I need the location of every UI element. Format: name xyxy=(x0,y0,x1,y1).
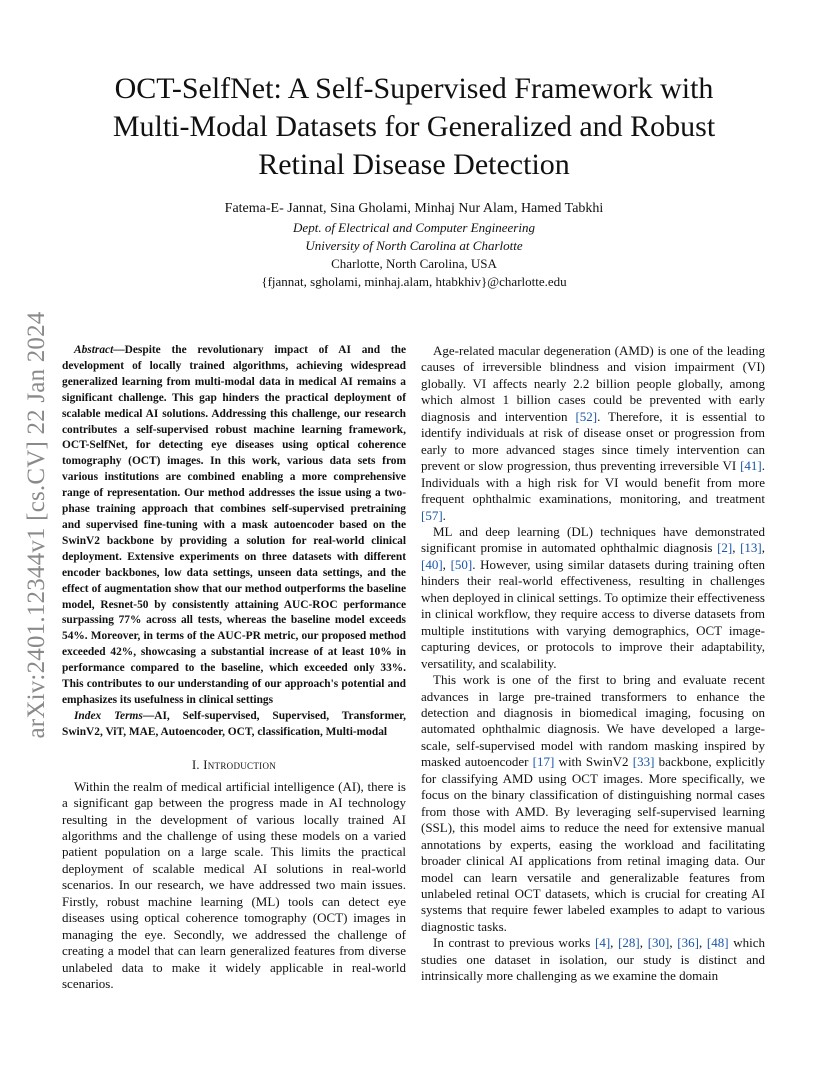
section-heading xyxy=(62,758,406,773)
citation-link[interactable]: [28] xyxy=(618,935,640,951)
title-line-1: OCT-SelfNet: A Self-Supervised Framework with xyxy=(114,72,714,105)
citation-link[interactable]: [30] xyxy=(647,935,670,951)
citation-link[interactable]: [40] xyxy=(421,556,443,572)
citation-link[interactable]: [17] xyxy=(532,754,555,770)
citation-link[interactable]: [33] xyxy=(632,754,655,770)
citation-link[interactable]: [13] xyxy=(740,540,762,556)
abstract: Abstract—Despite the revolutionary impact of AI and the development of locally trained algorithms, achieving widespread generalized learning from multi-modal data in medical AI remains a significant challenge. This gap hinders the practical deployment of scalable medical AI solutions. Addressing this challenge, our research contributes a self-supervised robust machine learning framework, OCT-SelfNet, for detecting eye diseases using optical coherence tomography (OCT) images. In this work, various data sets from various institutions are combined enabling a more comprehensive range of representation. Our method addresses the issue using a two-phase training approach that combines self-supervised pretraining and supervised fine-tuning with a mask autoencoder based on the SwinV2 backbone by providing a solution for real-world clinical deployment. Extensive experiments on three datasets with different encoder backbones, low data settings, unseen data settings, and the effect of augmentation show that our method outperforms the baseline model, Resnet-50 by consistently attaining AUC-ROC performance surpassing 77% across all tests, whereas the baseline model exceeds 54%. Moreover, in terms of the AUC-PR metric, our proposed method exceeded 42%, showcasing a substantial increase of at least 10% in performance compared to the baseline, which exceeded only 33%. This contributes to our understanding of our approach's potential and emphasizes its usefulness in clinical settings xyxy=(62,344,406,706)
abstract-text: Despite the revolutionary impact of AI and the development of locally trained algorithms, achieving widespread generalized learning from multi-modal data in medical AI remains a significant challenge. This gap hinders the practical deployment of scalable medical AI solutions. Addressing this challenge, our research contributes a self-supervised robust machine learning framework, OCT-SelfNet, for detecting eye diseases using optical coherence tomography (OCT) images. In this work, various data sets from various institutions are combined enabling a more comprehensive range of representation. Our method addresses the issue using a two-phase training approach that combines self-supervised pretraining and supervised fine-tuning with a mask autoencoder based on the SwinV2 backbone by providing a solution for real-world clinical deployment. Extensive experiments on three datasets with different encoder backbones, low data settings, unseen data settings, and the effect of augmentation show that our method outperforms the baseline model, Resnet-50 by consistently attaining AUC-ROC performance surpassing 77% across all tests, whereas the baseline model exceeds 54%. Moreover, in terms of the AUC-PR metric, our proposed method exceeded 42%, showcasing a substantial increase of at least 10% in performance compared to the baseline, which exceeded only 33%. This contributes to our understanding of our approach's potential and emphasizes its usefulness in clinical settings xyxy=(62,344,406,706)
author-department: Dept. of Electrical and Computer Engineering xyxy=(293,220,535,235)
author-university: University of North Carolina at Charlotte xyxy=(305,238,523,253)
citation-link[interactable]: [52] xyxy=(575,408,598,424)
index-terms: Index Terms—AI, Self-supervised, Supervised, Transformer, SwinV2, ViT, MAE, Autoencoder, OCT, classification, Multi-modal xyxy=(62,709,406,738)
citation-link[interactable]: [48] xyxy=(706,935,729,951)
section-number: I. xyxy=(191,757,200,772)
paragraph-ml-dl: ML and deep learning (DL) techniques have demonstrated significant promise in automated ophthalmic diagnosis [2], [13], [40], [50]. However, using similar datasets during training often hinders their real-world effectiveness, resulting in challenges when deployed in clinical settings. To optimize their effectiveness in clinical workflow, they require access to diverse datasets from multiple institutions with varying demographics, OCT image-capturing devices, or protocols to improve their adaptability, versatility, and scalability. xyxy=(421,523,766,671)
index-terms-label: Index Terms xyxy=(74,709,143,722)
author-emails: {fjannat, sgholami, minhaj.alam, htabkhiv}@charlotte.edu xyxy=(261,274,567,289)
title-line-2: Multi-Modal Datasets for Generalized and Robust xyxy=(112,110,716,143)
title-line-3: Retinal Disease Detection xyxy=(258,148,570,181)
index-terms-text: AI, Self-supervised, Supervised, Transformer, SwinV2, ViT, MAE, Autoencoder, OCT, classification, Multi-modal xyxy=(62,709,406,738)
abstract-label: Abstract xyxy=(74,344,114,356)
paper-title xyxy=(60,70,768,184)
arxiv-identifier: arXiv:2401.12344v1 [cs.CV] 22 Jan 2024 xyxy=(23,311,50,739)
intro-paragraph: Within the realm of medical artificial intelligence (AI), there is a significant gap between the progress made in AI technology resulting in the development of various locally trained AI algorithms and the challenge of using these models on a varied patient population on a large scale. This limits the practical deployment of scalable medical AI solutions in real-world scenarios. In our research, we have addressed two main issues. Firstly, robust machine learning (ML) tools can detect eye diseases using optical coherence tomography (OCT) images in managing the eye. Secondly, we addressed the challenge of creating a model that can learn generalized features from diverse unlabeled data to make it widely applicable in real-world scenarios. xyxy=(62,778,406,992)
citation-link[interactable]: [41] xyxy=(740,458,762,474)
paragraph-amd: Age-related macular degeneration (AMD) is one of the leading causes of irreversible blindness and vision impairment (VI) globally. VI affects nearly 2.2 billion people globally, among which almost 1 billion cases could be prevented with early diagnosis and intervention [52]. Therefore, it is essential to identify individuals at risk of disease onset or progression from early to more advanced stages since timely intervention can prevent or slow progression, thus preventing irreversible VI [41]. Individuals with a high risk for VI would benefit from more frequent ophthalmic examinations, monitoring, and treatment [57]. xyxy=(421,343,765,523)
author-block xyxy=(100,200,728,291)
citation-link[interactable]: [36] xyxy=(677,935,699,951)
paragraph-contrast: In contrast to previous works [4], [28], [30], [36], [48] which studies one dataset in isolation, our study is distinct and intrinsically more challenging as we examine the domain xyxy=(421,935,765,984)
paragraph-this-work: This work is one of the first to bring and evaluate recent advances in large pre-trained transformers to enhance the detection and diagnosis in biomedical imaging, focusing on automated ophthalmic diagnosis. We have developed a large-scale, self-supervised model with random masking inspired by masked autoencoder [17] with SwinV2 [33] backbone, explicitly for classifying AMD using OCT images. More specifically, we focus on the binary classification of distinguishing normal cases from those with AMD. By leveraging self-supervised learning (SSL), this model aims to reduce the need for extensive manual annotations by experts, easing the workload and facilitating broader clinical AI applications from retinal imaging data. Our model can learn versatile and generalizable features from unlabeled retinal OCT datasets, which is crucial for creating AI systems that require fewer labeled examples to adapt to various diagnostic tasks. xyxy=(421,672,765,934)
citation-link[interactable]: [57] xyxy=(421,507,443,523)
author-location: Charlotte, North Carolina, USA xyxy=(331,256,497,271)
left-column xyxy=(62,343,406,993)
citation-link[interactable]: [2] xyxy=(717,540,733,556)
author-names: Fatema-E- Jannat, Sina Gholami, Minhaj Nur Alam, Hamed Tabkhi xyxy=(224,201,604,216)
citation-link[interactable]: [4] xyxy=(595,935,611,951)
right-column xyxy=(421,343,765,985)
section-title: Introduction xyxy=(203,757,277,772)
citation-link[interactable]: [50] xyxy=(450,556,473,572)
arxiv-sidebar-stamp xyxy=(12,290,62,760)
